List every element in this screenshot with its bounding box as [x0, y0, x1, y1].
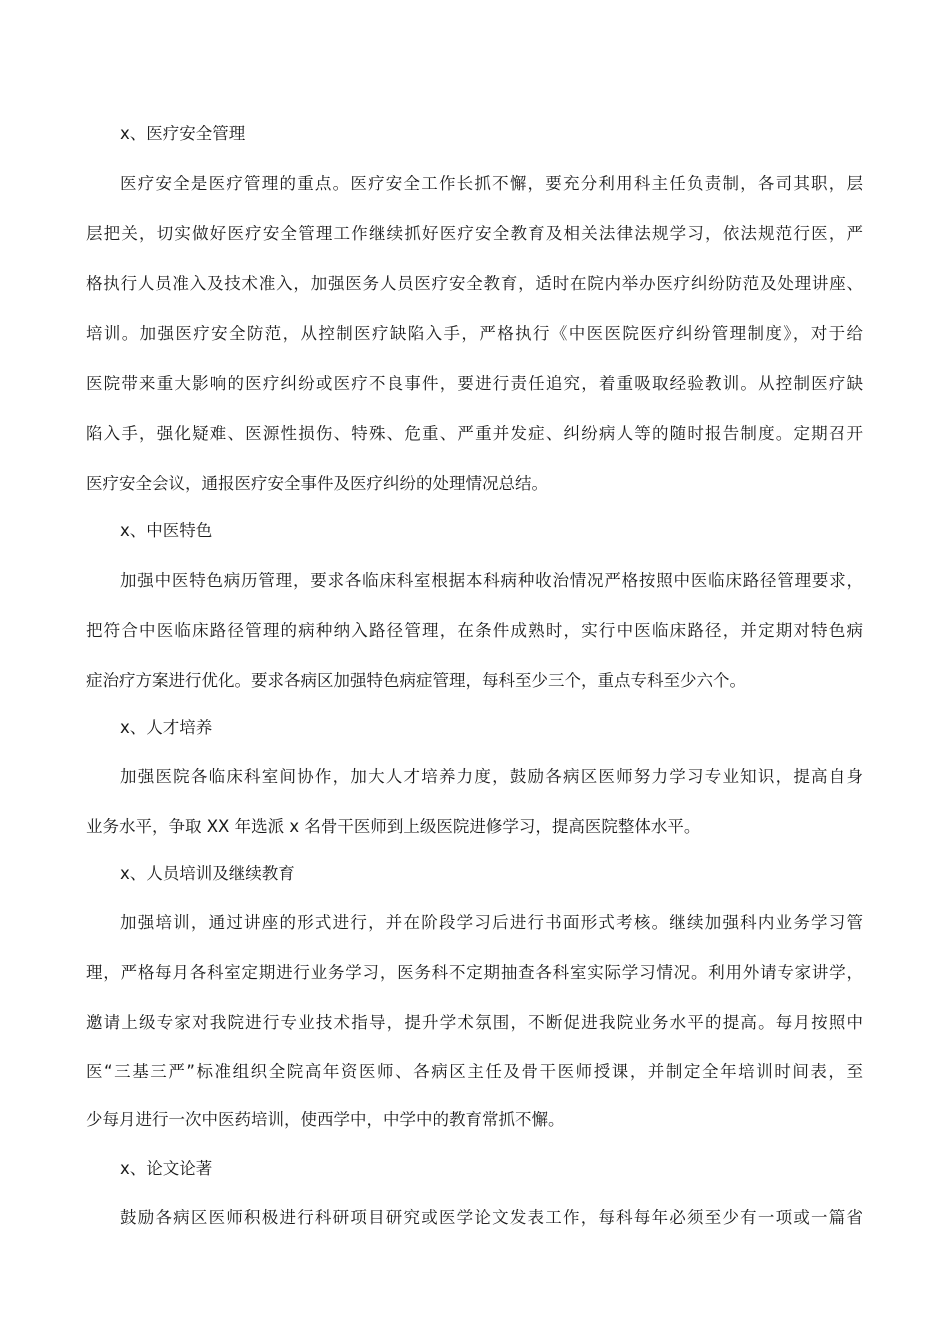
paragraph-line: 医疗安全会议，通报医疗安全事件及医疗纠纷的处理情况总结。: [86, 474, 548, 493]
section-heading-papers: x、论文论著: [120, 1159, 213, 1178]
paragraph-line: 邀请上级专家对我院进行专业技术指导，提升学术氛围，不断促进我院业务水平的提高。每月按照中: [86, 1013, 863, 1032]
paragraph-line: 业务水平，争取 XX 年选派 x 名骨干医师到上级医院进修学习，提高医院整体水平。: [86, 817, 701, 836]
paragraph-line: 培训。加强医疗安全防范，从控制医疗缺陷入手，严格执行《中医医院医疗纠纷管理制度》，对于给: [86, 324, 863, 343]
paragraph-line: 医院带来重大影响的医疗纠纷或医疗不良事件，要进行责任追究，着重吸取经验教训。从控制医疗缺: [86, 374, 863, 393]
paragraph-line: 层把关，切实做好医疗安全管理工作继续抓好医疗安全教育及相关法律法规学习，依法规范行医，严: [86, 224, 863, 243]
paragraph-line: 加强中医特色病历管理，要求各临床科室根据本科病种收治情况严格按照中医临床路径管理要求，: [120, 571, 863, 590]
paragraph-line: 陷入手，强化疑难、医源性损伤、特殊、危重、严重并发症、纠纷病人等的随时报告制度。定期召开: [86, 424, 863, 443]
paragraph-line: 少每月进行一次中医药培训，使西学中，中学中的教育常抓不懈。: [86, 1110, 565, 1129]
section-heading-staff-training: x、人员培训及继续教育: [120, 864, 295, 883]
paragraph-line: 鼓励各病区医师积极进行科研项目研究或医学论文发表工作，每科每年必须至少有一项或一篇省: [120, 1208, 863, 1227]
paragraph-line: 加强培训，通过讲座的形式进行，并在阶段学习后进行书面形式考核。继续加强科内业务学习管: [120, 913, 863, 932]
section-heading-medical-safety: x、医疗安全管理: [120, 124, 246, 143]
paragraph-line: 加强医院各临床科室间协作，加大人才培养力度，鼓励各病区医师努力学习专业知识，提高自身: [120, 767, 863, 786]
paragraph-line: 把符合中医临床路径管理的病种纳入路径管理，在条件成熟时，实行中医临床路径，并定期对特色病: [86, 621, 863, 640]
paragraph-line: 症治疗方案进行优化。要求各病区加强特色病症管理，每科至少三个，重点专科至少六个。: [86, 671, 746, 690]
paragraph-line: 格执行人员准入及技术准入，加强医务人员医疗安全教育，适时在院内举办医疗纠纷防范及处理讲座、: [86, 274, 863, 293]
section-heading-talent-training: x、人才培养: [120, 718, 213, 737]
section-heading-tcm-features: x、中医特色: [120, 521, 213, 540]
paragraph-line: 医疗安全是医疗管理的重点。医疗安全工作长抓不懈，要充分利用科主任负责制，各司其职，层: [120, 174, 863, 193]
paragraph-line: 医“三基三严”标准组织全院高年资医师、各病区主任及骨干医师授课，并制定全年培训时间表，至: [86, 1062, 863, 1081]
paragraph-line: 理，严格每月各科室定期进行业务学习，医务科不定期抽查各科室实际学习情况。利用外请专家讲学，: [86, 963, 863, 982]
